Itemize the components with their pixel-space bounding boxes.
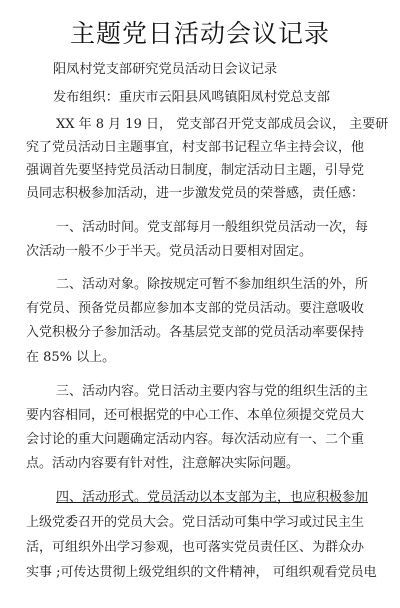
body-line: 一、活动时间。党支部每月一般组织党员活动一次，每: [56, 220, 369, 235]
publisher-line: 发布组织：重庆市云阳县风鸣镇阳凤村党总支部: [53, 90, 330, 105]
body-line-underlined: 四、活动形式。党员活动以本支部为主，也应积极参加: [56, 490, 369, 505]
body-line: 强调首先要坚持党员活动日制度，制定活动日主题，引导党: [26, 163, 365, 178]
meeting-subtitle: 阳凤村党支部研究党员活动日会议记录: [53, 62, 278, 77]
body-line: 要内容相同，还可根据党的中心工作、本单位须提交党员大: [26, 408, 365, 423]
body-line: 有党员、预备党员都应参加本支部的党员活动。要注意吸收: [26, 301, 365, 316]
body-line: 上级党委召开的党员大会。党日活动可集中学习或过民主生: [26, 515, 365, 530]
document-title: 主题党日活动会议记录: [69, 19, 330, 48]
body-line: 次活动一般不少于半天。党员活动日要相对固定。: [26, 244, 313, 259]
body-line: 实事 ;可传达贯彻上级党组织的文件精神， 可组织观看党员电: [26, 565, 377, 580]
body-line: 活，可组织外出学习参观，也可落实党员责任区、为群众办: [26, 540, 365, 555]
body-line: 究了党员活动日主题事宜，村支部书记程立华主持会议，他: [26, 140, 365, 155]
body-line: 会讨论的重大问题确定活动内容。每次活动应有一、二个重: [26, 432, 365, 447]
body-line: 二、活动对象。除按规定可暂不参加组织生活的外，所: [56, 277, 369, 292]
body-line: XX 年 8 月 19 日， 党支部召开党支部成员会议， 主要研: [56, 117, 389, 132]
body-line: 入党积极分子参加活动。各基层党支部的党员活动率要保持: [26, 325, 365, 340]
body-line: 三、活动内容。党日活动主要内容与党的组织生活的主: [56, 384, 369, 399]
body-line: 点。活动内容要有针对性，注意解决实际问题。: [26, 456, 300, 471]
body-line: 在 85% 以上。: [26, 350, 116, 365]
body-line: 员同志积极参加活动，进一步激发党员的荣誉感，责任感：: [26, 186, 365, 201]
